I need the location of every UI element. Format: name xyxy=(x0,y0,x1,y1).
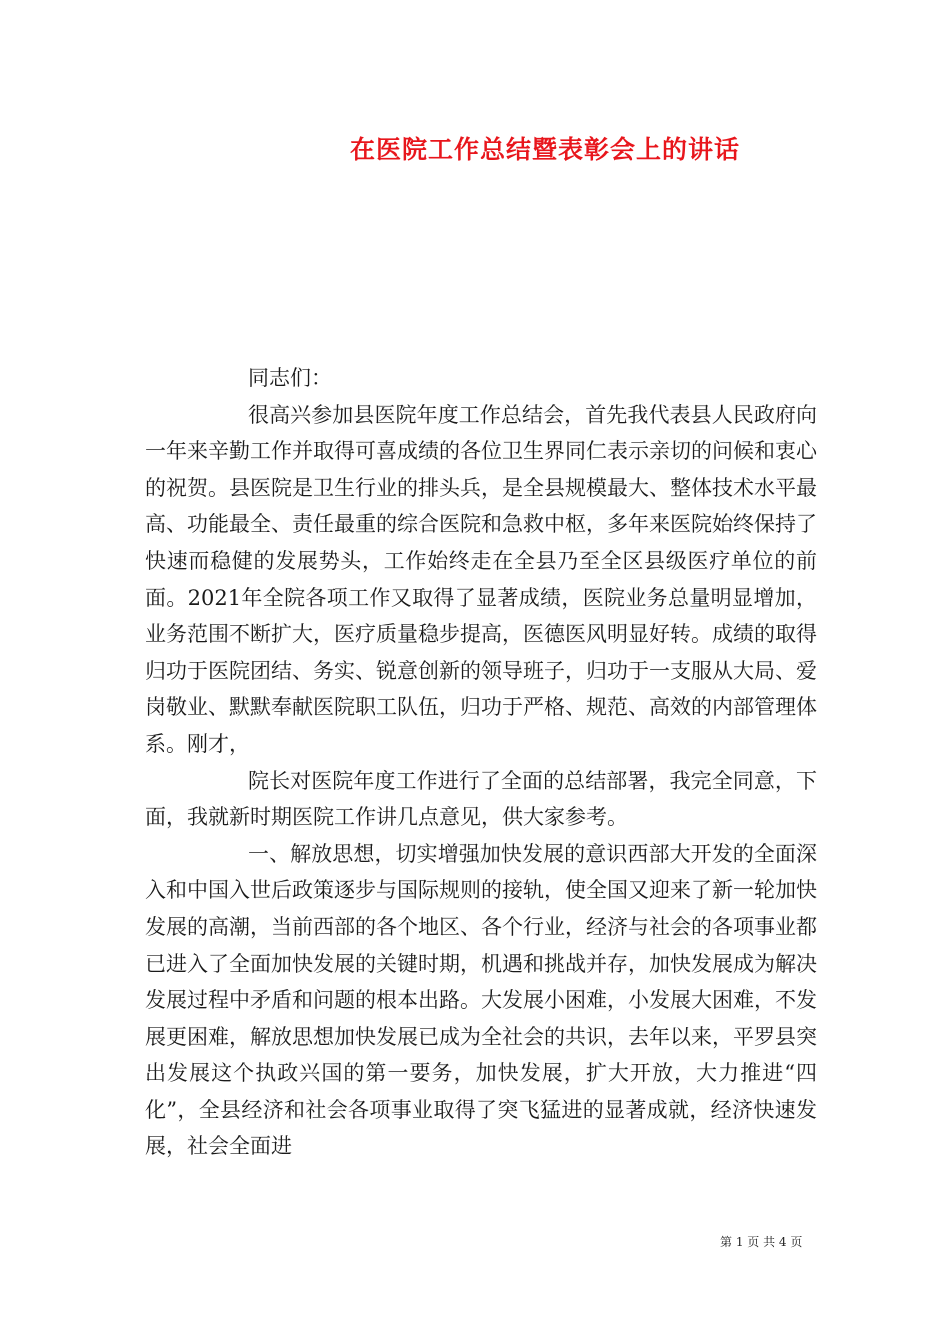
body-paragraph-1: 很高兴参加县医院年度工作总结会，首先我代表县人民政府向一年来辛勤工作并取得可喜成绩的各位卫生界同仁表示亲切的问候和衷心的祝贺。县医院是卫生行业的排头兵，是全县规模最大、整体技术水平最高、功能最全、责任最重的综合医院和急救中枢，多年来医院始终保持了快速而稳健的发展势头，工作始终走在全县乃至全区县级医疗单位的前面。2021年全院各项工作又取得了显著成绩，医院业务总量明显增加，业务范围不断扩大，医疗质量稳步提高，医德医风明显好转。成绩的取得归功于医院团结、务实、锐意创新的领导班子，归功于一支服从大局、爱岗敬业、默默奉献医院职工队伍，归功于严格、规范、高效的内部管理体系。刚才， xyxy=(145,402,817,756)
document-title: 在医院工作总结暨表彰会上的讲话 xyxy=(349,135,740,164)
salutation-paragraph: 同志们： xyxy=(248,366,332,390)
body-paragraph-3: 一、解放思想，切实增强加快发展的意识西部大开发的全面深入和中国入世后政策逐步与国际规则的接轨，使全国又迎来了新一轮加快发展的高潮，当前西部的各个地区、各个行业，经济与社会的各项事业都已进入了全面加快发展的关键时期，机遇和挑战并存，加快发展成为解决发展过程中矛盾和问题的根本出路。大发展小困难，小发展大困难，不发展更困难，解放思想加快发展已成为全社会的共识，去年以来，平罗县突出发展这个执政兴国的第一要务，加快发展，扩大开放，大力推进“四化”，全县经济和社会各项事业取得了突飞猛进的显著成就，经济快速发展，社会全面进 xyxy=(145,841,817,1159)
body-paragraph-2: 院长对医院年度工作进行了全面的总结部署，我完全同意，下面，我就新时期医院工作讲几点意见，供大家参考。 xyxy=(145,768,817,830)
page-number: 第 1 页 共 4 页 xyxy=(720,1235,803,1249)
document-body xyxy=(145,360,817,1165)
